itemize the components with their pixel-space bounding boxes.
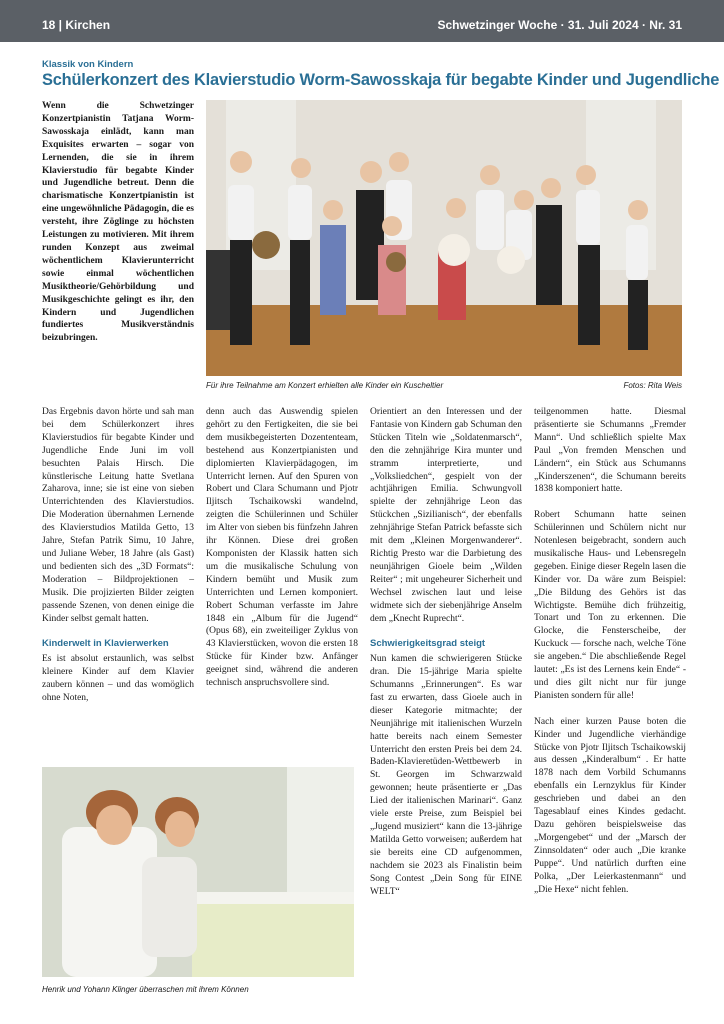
- article-headline: Schülerkonzert des Klavierstudio Worm-Sawosskaja für begabte Kinder und Jugendliche: [42, 71, 720, 89]
- article-column-1: [42, 406, 194, 718]
- article-paragraph: Robert Schumann hatte seinen Schülerinnen und Schülern nicht nur Notenlesen beigebracht, sondern auch musikalische Haus- und Lebensregeln gegeben. Einige dieser Regeln lasen die Kinder vor. Da wäre zum Beispiel: „Die Bildung des Gehörs ist das Wichtigste. Bemühe dich frühzeitig, Tonart und Ton zu erkennen. Die Glocke, die Fensterscheibe, der Kuckuck — forsche nach, welche Töne sie angeben.“ Die abschließende Regel lautet: „Es ist des Lernens kein Ende“ - und dies gilt nicht nur für junge Pianisten sondern für alle!: [534, 510, 686, 701]
- article-column-3: [370, 406, 522, 911]
- article-paragraph: teilgenommen hatte. Diesmal präsentierte sie Schumanns „Fremder Mann“. Und schließlich spielte Max Paul „Von fremden Menschen und Ländern“, ein Stück aus Schumanns „Kinderszenen“, die Schumann bereits 1838 komponiert hatte.: [534, 407, 686, 495]
- group-photo-caption: [206, 381, 682, 390]
- article-paragraph: Das Ergebnis davon hörte und sah man bei dem Schülerkonzert ihres Klavierstudios für begabte Kinder und Jugendliche Ende Juni im voll besuchten Palais Hirsch. Die künstlerische Leitung hatte Svetlana Zaharova, inne; sie ist eine von sieben Unterrichtenden des Klavierstudios. Die Moderation übernahmen Lernende des Klavierstudios Matilda Getto, 13 Jahre, Stefan Patrik Simu, 10 Jahre, und Juliane Weber, 18 Jahre (als Gast) und bedienten sich des „3D Formats“: Moderation – Bildprojektionen – Musik. Die projizierten Bilder zeigten passende Szenen, von denen einige die Kinder selbst gemalt hatten.: [42, 407, 194, 624]
- group-photo: [206, 100, 682, 376]
- article-column-4: [534, 406, 686, 909]
- subheading-kinderwelt: Kinderwelt in Klavierwerken: [42, 638, 169, 650]
- page-header: [0, 0, 724, 42]
- photo-credit: Fotos: Rita Weis: [623, 381, 682, 390]
- article-paragraph: Nach einer kurzen Pause boten die Kinder und Jugendliche vierhändige Stücke von Pjotr Iljitsch Tschaikowskij aus dessen „Kinderalbum“ . Er hatte 1878 nach dem Vorbild Schumanns ebenfalls ein Lernzyklus für Kinder geschrieben und dabei an den Tagesablauf eines Kindes gedacht. Dazu gehören beispielsweise das „Morgengebet“ und der „Marsch der Zinnsoldaten“ oder auch „Die kranke Puppe“. Und natürlich durften eine Polka, „Der Leierkastenmann“ und „Die Hexe“ nicht fehlen.: [534, 716, 686, 895]
- piano-photo: [42, 767, 354, 977]
- article-paragraph: Es ist absolut erstaunlich, was selbst kleinere Kinder auf dem Klavier zaubern können – und das womöglich ohne Noten,: [42, 654, 194, 703]
- piano-photo-caption: Henrik und Yohann Klinger überraschen mit ihrem Können: [42, 985, 249, 994]
- publication-info: Schwetzinger Woche · 31. Juli 2024 · Nr. 31: [437, 18, 682, 32]
- article-paragraph: denn auch das Auswendig spielen gehört zu den Fertigkeiten, die sie bei dem musikbegeisterten Dozententeam, bestehend aus Konzertpianisten und diplomierten Klavierpädagogen, im Unterricht lernen. Auf den Spuren von Robert und Clara Schumann und Pjotr Iljitsch Tschaikowski wandelnd, zeigten die Schülerinnen und Schüler im Alter von sieben bis fünfzehn Jahren ihr Können. Diese drei großen Komponisten der Klassik hatten sich um die musikalische Schulung von Kindern bemüht und Musik zum Unterrichten und Lernen komponiert. Robert Schuman verfasste im Jahre 1848 ein „Album für die Jugend“ (Opus 68), ein zweiteiliger Zyklus von 43 Klavierstücken, wovon die ersten 18 Stücke für Kinder bzw. Anfänger geeignet sind, während die anderen technisch anspruchsvollere sind.: [206, 407, 358, 689]
- article-column-2: [206, 406, 358, 703]
- subheading-schwierigkeitsgrad: Schwierigkeitsgrad steigt: [370, 638, 486, 650]
- article-paragraph: Orientiert an den Interessen und der Fantasie von Kindern gab Schuman den Stücken Titeln wie „Soldatenmarsch“, den die zehnjährige Kira munter und stramm interpretierte, und „Volksliedchen“, gespielt von der achtjährigen Emilia. Schwungvoll spielte der zehnjährige Leon das Stückchen „Sizilianisch“, der ebenfalls zehnjährige Stefan Patrick befasste sich mit dem „Kleinen Morgenwanderer“. Richtig Presto war die Darbietung des neunjährigen Gioele beim „Wilden Reiter“ ; mit ungeheurer Sicherheit und Wechsel zwischen laut und leise widmete sich der siebenjährige Anselm dem „Knecht Ruprecht“.: [370, 407, 522, 624]
- page-section-label: 18 | Kirchen: [42, 18, 111, 32]
- article-kicker: Klassik von Kindern: [42, 59, 134, 70]
- article-lead: Wenn die Schwetzinger Konzertpianistin Tatjana Worm-Sawosskaja einlädt, kann man Exquisites erwarten – sogar von Lernenden, die sie in ihrem Klavierstudio für begabte Kinder und Jugendliche betreut. Denn die charismatische Konzertpianistin ist eine ungewöhnliche Pädagogin, die es versteht, ihre Zöglinge zu höchsten Leistungen zu motivieren. Mit ihrem runden Konzept aus zweimal wöchentlichem Klavierunterricht sowie einmal wöchentlichen Musiktheorie/Gehörbildung und Musikgeschichte gelingt es ihr, den Kindern und Jugendlichen fundiertes Musikverständnis beizubringen.: [42, 101, 194, 344]
- group-photo-caption-text: Für ihre Teilnahme am Konzert erhielten alle Kinder ein Kuscheltier: [206, 381, 444, 390]
- article-paragraph: Nun kamen die schwierigeren Stücke dran. Die 15-jährige Maria spielte Schumanns „Erinnerungen“. Es war fast zu erwarten, dass Gioele auch in dieser Kategorie mitmachte; der Neunjährige mit italienischen Wurzeln hatte bereits nach einem Semester Unterricht den ersten Preis bei dem 24. Baden-Klavieretüden-Wettbewerb in St. Georgen im Schwarzwald gewonnen; heute präsentierte er „Das Lied der italienischen Marinari“. Ganz viele erste Preise, zum Beispiel bei „Jugend musiziert“ kann die 13-jährige Matilda Getto vorweisen; außerdem hat sie bereits eine CD aufgenommen, nachdem sie 2023 als Finalistin beim Song Contest „Dein Song für EINE WELT“: [370, 654, 522, 897]
